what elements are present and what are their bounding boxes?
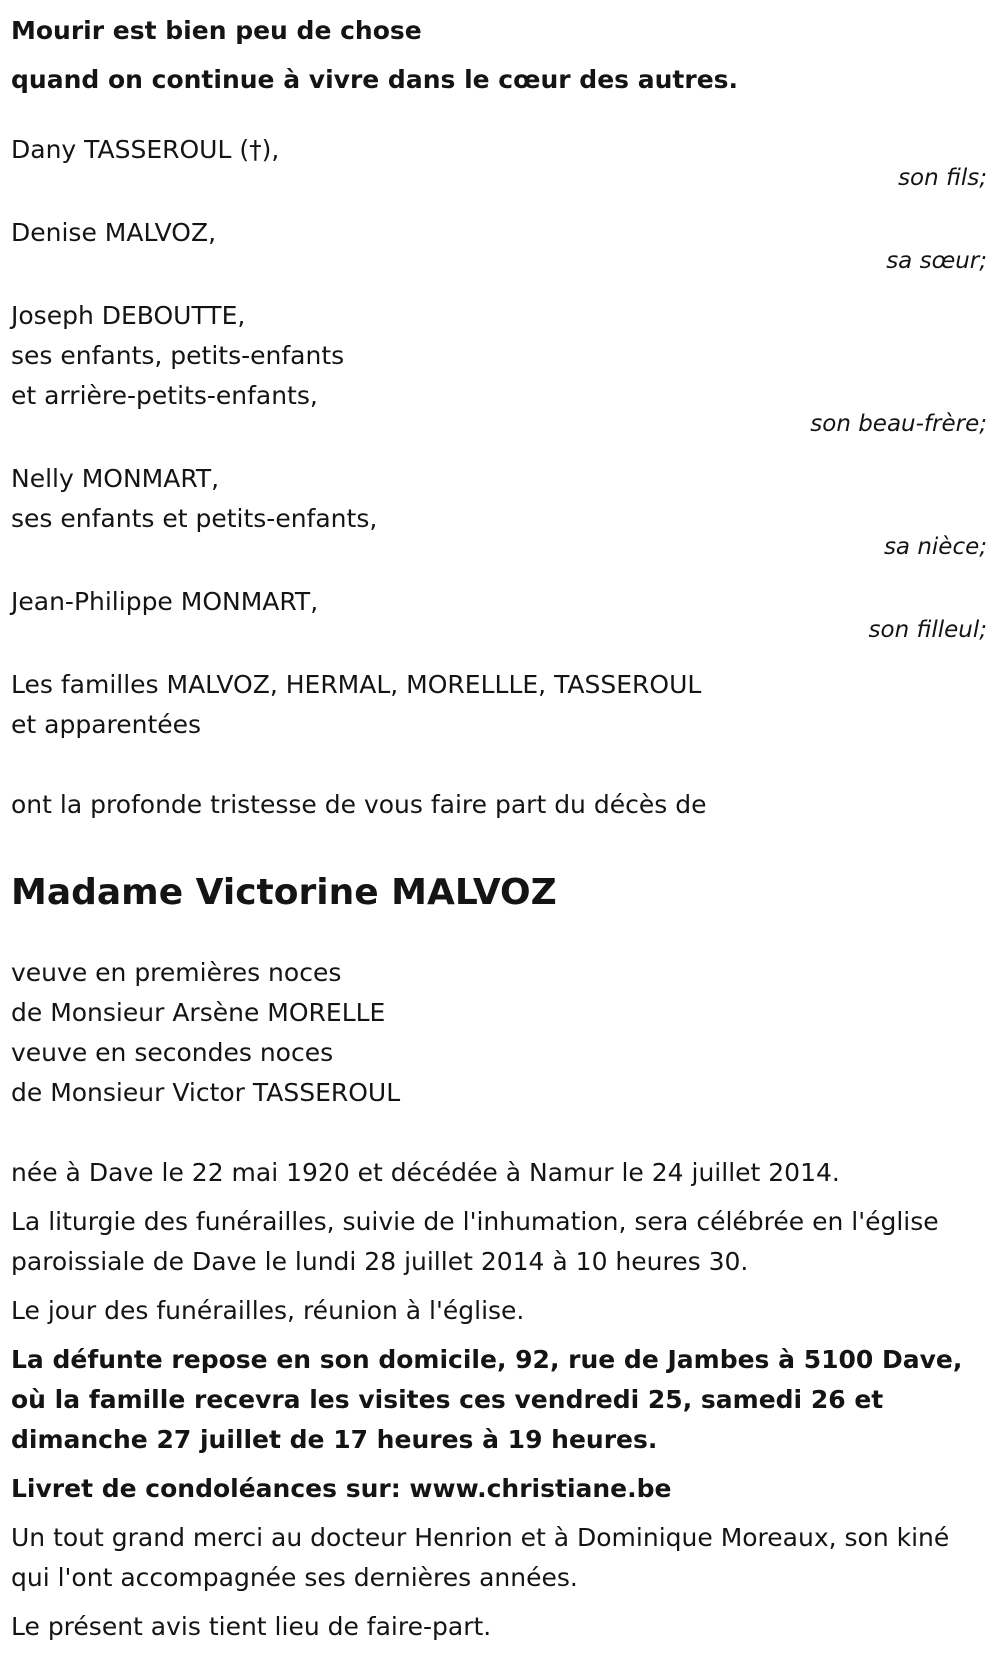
member-name: Denise MALVOZ, (11, 218, 217, 247)
visitation-info: La défunte repose en son domicile, 92, rue de Jambes à 5100 Dave, où la famille recevra les visites ces vendredi 25, samedi 26 et dimanche 27 juillet de 17 heures à 19 heures. (11, 1345, 963, 1454)
member-descendants: ses enfants, petits-enfants (11, 341, 345, 370)
meeting-info: Le jour des funérailles, réunion à l'église. (11, 1296, 525, 1325)
thanks-text: Un tout grand merci au docteur Henrion et à Dominique Moreaux, son kiné qui l'ont accompagnée ses dernières années. (11, 1523, 950, 1592)
member-relation: son beau-frère; (810, 411, 987, 437)
epigraph-line-2: quand on continue à vivre dans le cœur des autres. (11, 65, 739, 94)
notice-text: Le présent avis tient lieu de faire-part. (11, 1612, 492, 1641)
marriage-line: veuve en secondes noces (11, 1038, 334, 1067)
obituary-notice (11, 0, 989, 1656)
member-descendants: et arrière-petits-enfants, (11, 381, 318, 410)
member-name: Nelly MONMART, (11, 464, 220, 493)
member-relation: sa sœur; (886, 248, 987, 274)
deceased-name: Madame Victorine MALVOZ (11, 872, 557, 913)
family-member (11, 130, 989, 190)
family-member (11, 213, 989, 273)
announcement-intro: ont la profonde tristesse de vous faire part du décès de (11, 790, 707, 819)
family-member (11, 582, 989, 642)
details-section (11, 1153, 989, 1647)
member-name: et apparentées (11, 710, 202, 739)
family-list (11, 130, 989, 745)
member-relation: son fils; (898, 165, 987, 191)
birth-death-dates: née à Dave le 22 mai 1920 et décédée à Namur le 24 juillet 2014. (11, 1158, 840, 1187)
epigraph (11, 0, 989, 104)
marriage-line: de Monsieur Victor TASSEROUL (11, 1078, 401, 1107)
family-member (11, 296, 989, 436)
member-descendants: ses enfants et petits-enfants, (11, 504, 378, 533)
member-name: Les familles MALVOZ, HERMAL, MORELLLE, TASSEROUL (11, 670, 702, 699)
member-name: Jean-Philippe MONMART, (11, 587, 319, 616)
condolences-link: Livret de condoléances sur: www.christiane.be (11, 1474, 672, 1503)
marriage-line: de Monsieur Arsène MORELLE (11, 998, 386, 1027)
member-relation: son filleul; (868, 617, 987, 643)
marriage-info (11, 953, 989, 1113)
epigraph-line-1: Mourir est bien peu de chose (11, 16, 422, 45)
family-member (11, 459, 989, 559)
marriage-line: veuve en premières noces (11, 958, 342, 987)
member-name: Dany TASSEROUL (†), (11, 135, 280, 164)
funeral-info: La liturgie des funérailles, suivie de l'inhumation, sera célébrée en l'église paroissiale de Dave le lundi 28 juillet 2014 à 10 heures 30. (11, 1207, 939, 1276)
member-relation: sa nièce; (883, 534, 987, 560)
family-member (11, 665, 989, 745)
member-name: Joseph DEBOUTTE, (11, 301, 246, 330)
